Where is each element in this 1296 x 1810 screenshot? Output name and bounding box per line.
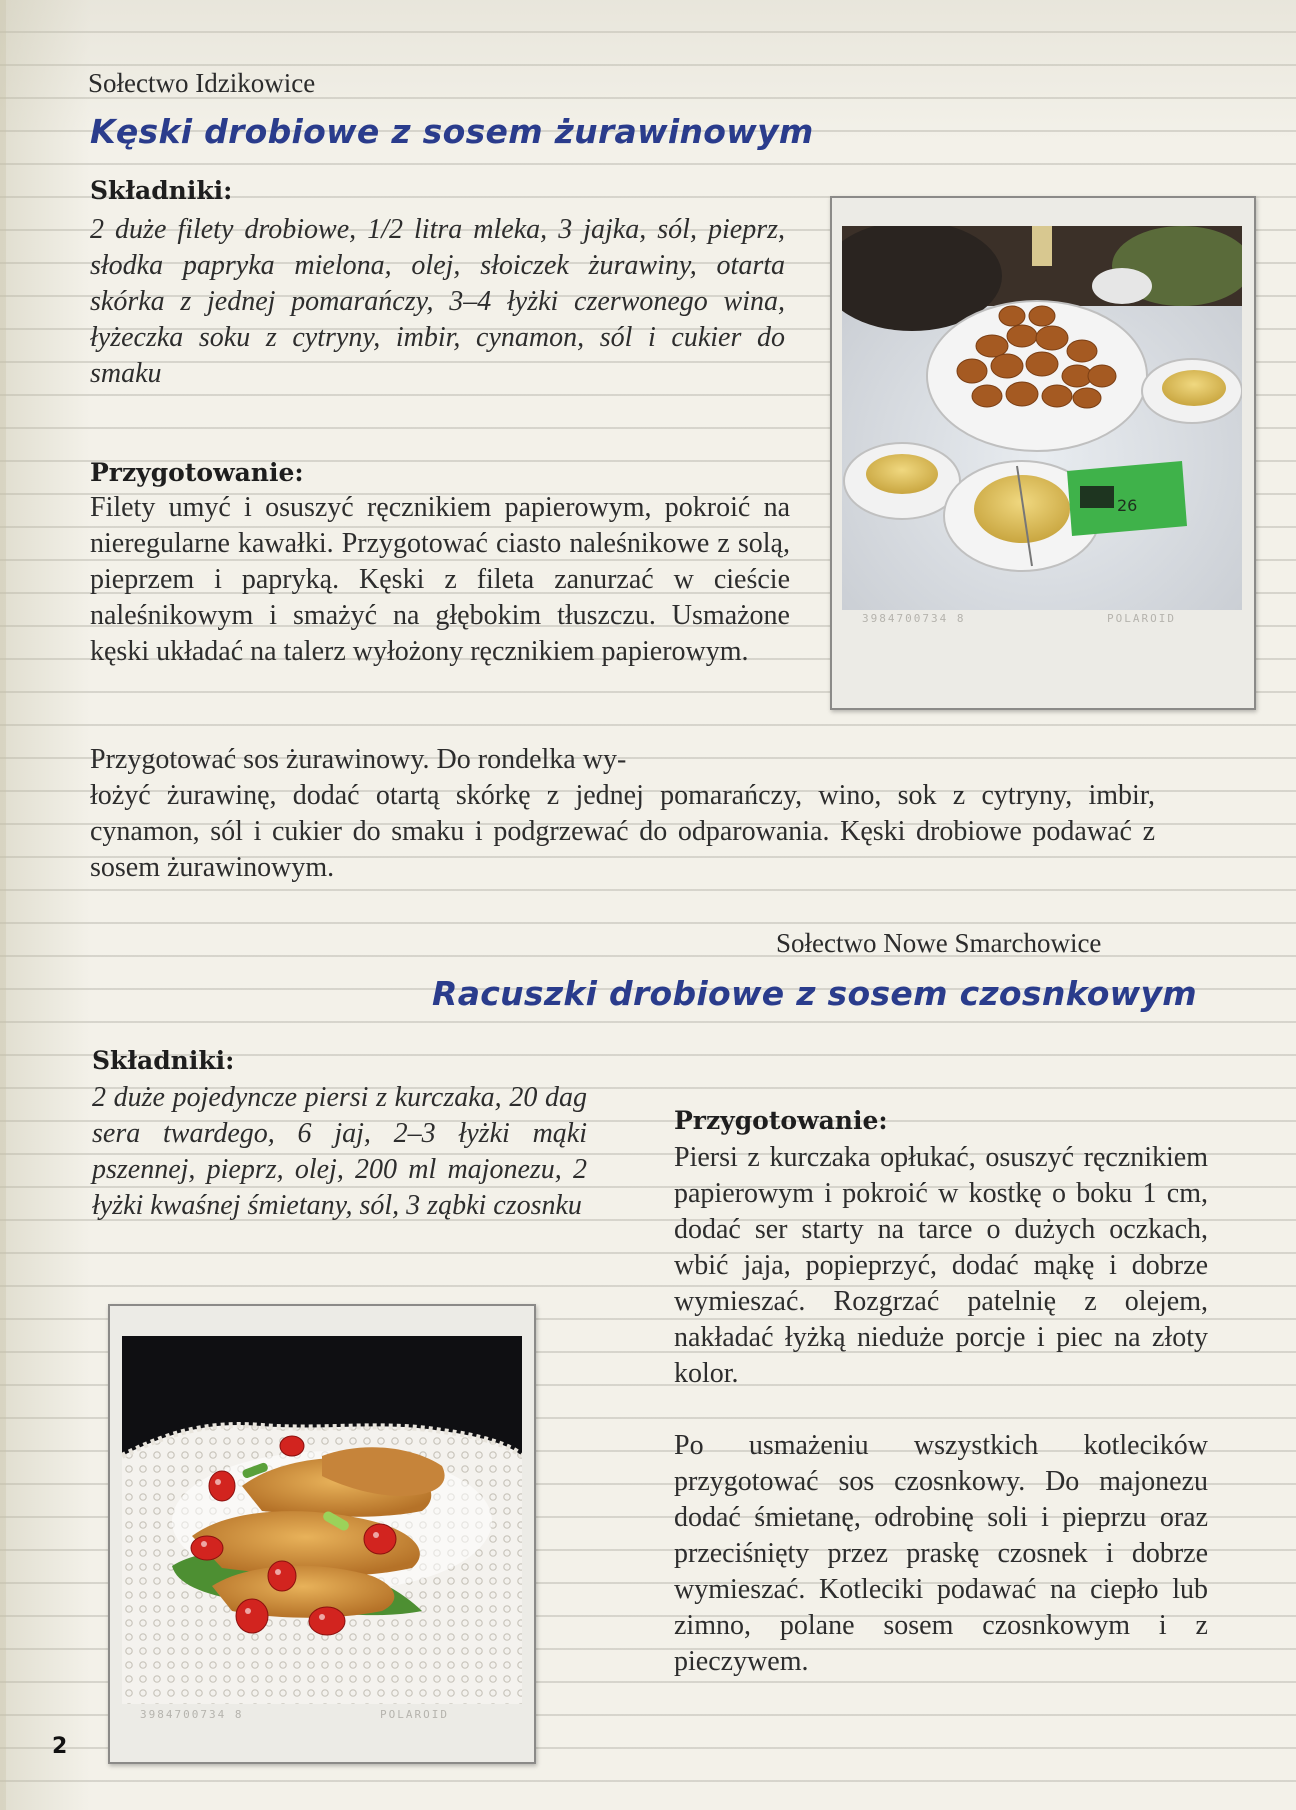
page-number: 2 — [52, 1734, 68, 1759]
recipe1-photo — [830, 196, 1256, 710]
recipe2-photo-brand: POLAROID — [380, 1708, 449, 1721]
recipe1-village: Sołectwo Idzikowice — [88, 68, 316, 98]
chicken-fritters-photo — [122, 1336, 522, 1704]
recipe1-title: Kęski drobiowe z sosem żurawinowym — [90, 112, 814, 151]
recipe1-sauce-line: Przygotować sos żurawinowy. Do rondelka wy- — [90, 744, 627, 775]
recipe1-ingredients-heading: Składniki: — [90, 176, 233, 205]
recipe2-preparation-text: Piersi z kurczaka opłukać, osuszyć ręcznikiem papierowym i pokroić w kostkę o boku 1 cm, dodać ser starty na tarce o dużych oczkach, wbić jaja, popieprzyć, dodać mąkę i dobrze wymieszać. Rozgrzać patelnię z olejem, nakładać łyżką nieduże porcje i piec na złoty kolor. — [674, 1142, 1208, 1389]
recipe2-ingredients-heading: Składniki: — [92, 1046, 235, 1075]
recipe1-photo-brand: POLAROID — [1107, 612, 1176, 625]
paper-margin-shade — [0, 0, 6, 1810]
recipe2-photo-image — [122, 1336, 522, 1704]
photo-scale-label: 26 — [1117, 496, 1138, 515]
recipe1-ingredients-text: 2 duże filety drobiowe, 1/2 litra mleka, 3 jajka, sól, pieprz, słodka papryka mielona, olej, słoiczek żurawiny, otarta skórka z jednej pomarańczy, 3–4 łyżki czerwonego wina, łyżeczka soku z cytryny, imbir, cynamon, sól i cukier do smaku — [90, 214, 785, 389]
recipe2-title: Racuszki drobiowe z sosem czosnkowym — [432, 974, 1197, 1013]
recipe1-preparation-text: Filety umyć i osuszyć ręcznikiem papierowym, pokroić na nieregularne kawałki. Przygotować ciasto naleśnikowe z solą, pieprzem i papryką. Kęski z fileta zanurzać w cieście naleśnikowym i smażyć na głębokim tłuszczu. Usmażone kęski układać na talerz wyłożony ręcznikiem papierowym. — [90, 492, 790, 667]
recipe2-photo-code: 3984700734 8 — [140, 1708, 244, 1721]
recipe2-ingredients-text: 2 duże pojedyncze piersi z kurczaka, 20 dag sera twardego, 6 jaj, 2–3 łyżki mąki pszennej, pieprz, olej, 200 ml majonezu, 2 łyżki kwaśnej śmietany, sól, 3 ząbki czosnku — [92, 1082, 587, 1221]
recipe1-photo-image — [842, 226, 1242, 610]
recipe2-preparation-heading: Przygotowanie: — [674, 1106, 888, 1135]
recipe2-sauce-text: Po usmażeniu wszystkich kotlecików przygotować sos czosnkowy. Do majonezu dodać śmietanę, odrobinę soli i pieprzu oraz przeciśnięty przez praskę czosnek i dobrze wymieszać. Kotleciki podawać na ciepło lub zimno, polane sosem czosnkowym i z pieczywem. — [674, 1430, 1208, 1677]
recipe2-village: Sołectwo Nowe Smarchowice — [776, 928, 1102, 958]
recipe1-photo-code: 3984700734 8 — [862, 612, 966, 625]
chicken-bites-photo — [842, 226, 1242, 610]
recipe1-preparation-heading: Przygotowanie: — [90, 458, 304, 487]
recipe1-sauce-text: łożyć żurawinę, dodać otartą skórkę z jednej pomarańczy, wino, sok z cytryny, imbir, cynamon, sól i cukier do smaku i podgrzewać do odparowania. Kęski drobiowe podawać z sosem żurawinowym. — [90, 780, 1155, 883]
recipe2-photo — [108, 1304, 536, 1764]
